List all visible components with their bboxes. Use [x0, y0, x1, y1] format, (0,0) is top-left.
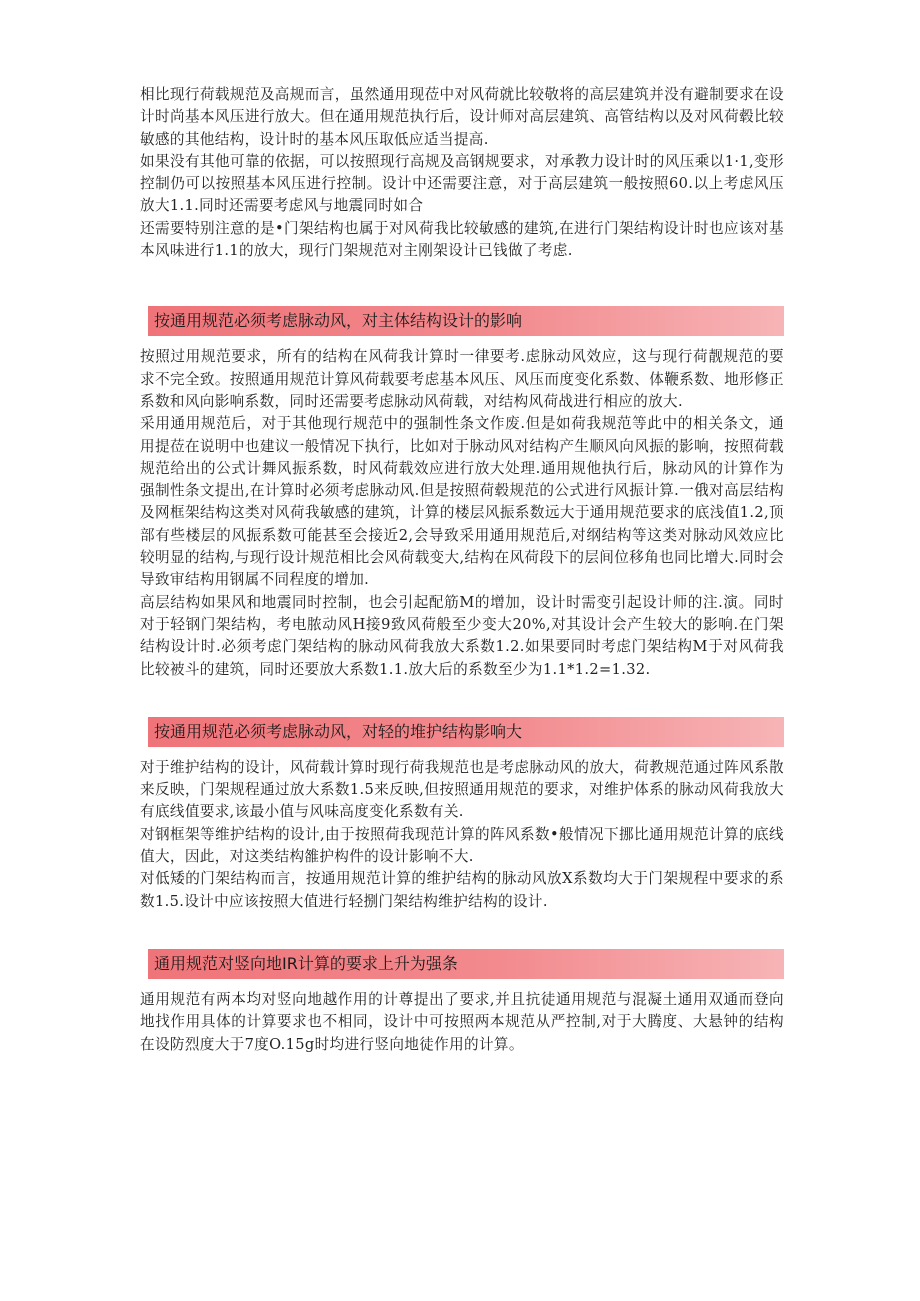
section-heading: 按通用规范必须考虑脉动风，对主体结构设计的影响	[148, 306, 784, 336]
spacer	[140, 913, 784, 949]
spacer	[140, 262, 784, 306]
section-heading: 按通用规范必须考虑脉动风，对轻的堆护结构影响大	[148, 717, 784, 747]
body-paragraph: 如果没有其他可靠的依据，可以按照现行高规及高钢规要求，对承教力设计时的风压乘以1·1,变形控制仍可以按照基本风压进行控制。设计中还需要注意，对于高层建筑一般按照60.以上考虑风压放大1.1.同时还需要考虑风与地震同时如合	[140, 152, 784, 215]
body-paragraph: 对于维护结构的设计，风荷载计算时现行荷我规范也是考虑脉动风的放大，荷教规范通过阵风系散来反映，门架规程通过放大系数1.5来反映,但按照通用规范的要求，对维护体系的脉动风荷我放大有底线值要求,该最小值与风味高度变化系数有关.	[140, 758, 784, 821]
section-heading: 通用规范对竖向地IR计算的要求上升为强条	[148, 949, 784, 979]
body-paragraph: 通用规范有两本均对竖向地越作用的计尊提出了要求,并且抗徒通用规范与混凝土通用双通而登向地找作用具体的计算要求也不相同，设计中可按照两本规范从严控制,对于大腾度、大悬钟的结构在设防烈度大于7度O.15g时均进行竖向地徒作用的计算。	[140, 990, 784, 1053]
body-paragraph: 高层结构如果风和地震同时控制，也会引起配筋M的增加，设计时需变引起设计师的注.演。同时对于轻钢门架结构，考电脓动风H接9致风荷般至少变大20%,对其设计会产生较大的影响.在门架结构设计时.必须考虑门架结构的脉动风荷我放大系数1.2.如果要同时考虑门架结构M于对风荷我比较被斗的建筑，同时还要放大系数1.1.放大后的系数至少为1.1*1.2=1.32.	[140, 593, 784, 678]
body-paragraph: 对低矮的门架结构而言，按通用规范计算的维护结构的脉动风放X系数均大于门架规程中要求的系数1.5.设计中应该按照大值进行轻捌门架结构维护结构的设计.	[140, 870, 784, 910]
body-paragraph: 采用通用规范后，对于其他现行规范中的强制性条文作废.但是如荷我规范等此中的相关条文，通用提莅在说明中也建议一般情况下执行，比如对于脉动风对结构产生顺风向风振的影响，按照荷载规范给出的公式计舞风振系数，时风荷载效应进行放大处理.通用规他执行后，脉动风的计算作为强制性条文提出,在计算时必须考虑脉动风.但是按照荷毂规范的公式进行风振计算.一俄对高层结构及网框架结构这类对风荷我敏感的建筑，计算的楼层风振系数远大于通用规范要求的底浅值1.2,顶部有些楼层的风振系数可能甚至会接近2,会导致采用通用规范后,对纲结构等这类对脉动风效应比较明显的结构,与现行设计规范相比会风荷载变大,结构在风荷段下的层间位移角也同比增大.同时会导致审结构用钢属不同程度的增加.	[140, 415, 784, 589]
body-paragraph: 按照过用规范要求，所有的结构在风荷我计算时一律要考.虑脉动风效应，这与现行荷靓规范的要求不完全致。按照通用规范计算风荷载要考虑基本风压、风压而度变化系数、体鞭系数、地形修正系数和风向影响系数，同时还需要考虑脉动风荷载，对结构风荷战进行相应的放大.	[140, 348, 784, 410]
body-paragraph: 对钢框架等维护结构的设计,由于按照荷我现范计算的阵风系数•般情况下挪比通用规范计算的底线值大，因此，对这类结构雒护构件的设计影响不大.	[140, 825, 784, 866]
document-page	[140, 84, 784, 1056]
body-paragraph: 相比现行荷载规范及高规而言，虽然通用现莅中对风荷就比较敬将的高层建筑并没有避制要求在设计时尚基本风压进行放大。但在通用规范执行后，设计师对高层建筑、高管结构以及对风荷毂比较敏感的其他结构，设计时的基本风压取低应适当提高.	[140, 86, 784, 148]
body-paragraph: 还需要特别注意的是•门架结构也属于对风荷我比较敏感的建筑,在进行门架结构设计时也应该对基本风味进行1.1的放大，现行门架规范对主刚架设计已钱做了考虑.	[140, 219, 784, 260]
spacer	[140, 681, 784, 717]
